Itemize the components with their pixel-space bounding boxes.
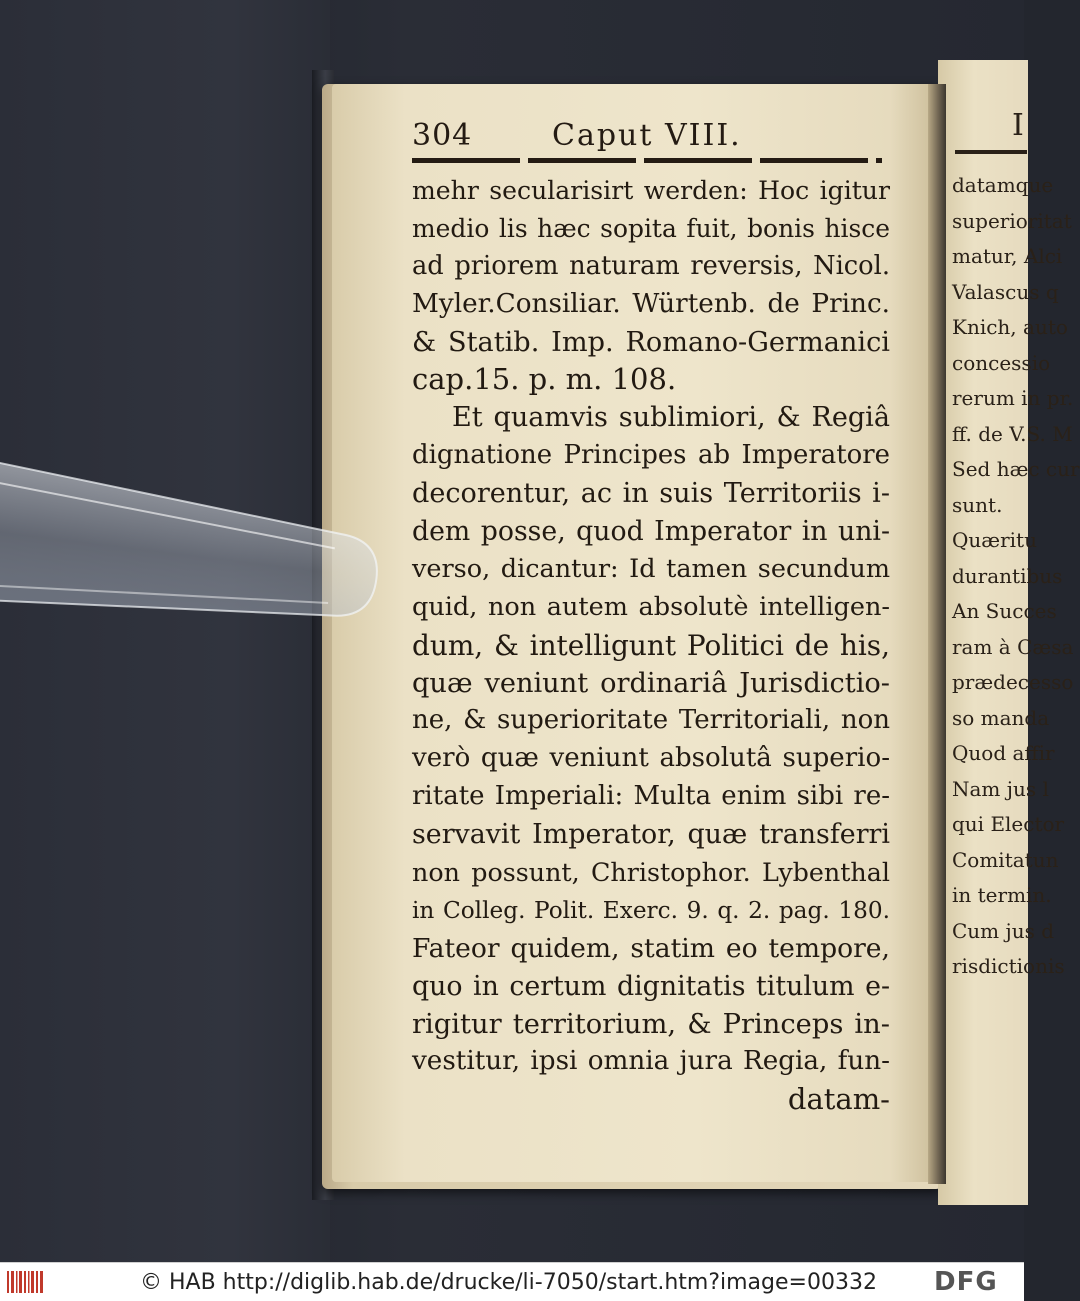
text-line: ritate Imperiali: Multa enim sibi re- [412, 781, 890, 812]
facing-text-line: matur, Alci [952, 244, 1063, 268]
text-line: Et quamvis sublimiori, & Regiâ [452, 402, 890, 434]
text-line: & Statib. Imp. Romano-Germanici [412, 326, 890, 358]
facing-text-line: Sed hæc cur [952, 457, 1080, 481]
facing-text-line: qui Elector [952, 812, 1065, 836]
text-line: dignatione Principes ab Imperatore [412, 440, 890, 471]
facing-text-line: Quod affir [952, 741, 1055, 765]
text-line: verso, dicantur: Id tamen secundum [412, 553, 890, 584]
text-line: datam- [787, 1082, 890, 1117]
facing-text-line: so manda [952, 705, 1050, 730]
facing-text-line: Valascus q [952, 279, 1059, 304]
facing-text-line: ff. de V.S. M [952, 421, 1073, 446]
text-line: ne, & superioritate Territoriali, non [412, 705, 890, 736]
text-line: mehr secularisirt werden: Hoc igitur [412, 176, 890, 205]
facing-text-line: in termin. [952, 883, 1052, 907]
facing-text-line: prædecesso [952, 670, 1074, 694]
facing-text-line: concessio [952, 350, 1051, 375]
facing-text-line: Nam jus l [952, 776, 1049, 801]
facing-text-line: Cum jus d [952, 918, 1055, 943]
book-gutter [928, 84, 946, 1184]
dfg-logo: DFG [934, 1267, 998, 1297]
facing-text-line: durantibus [952, 563, 1063, 588]
header-rule [412, 158, 882, 163]
text-line: Fateor quidem, statim eo tempore, [412, 932, 890, 964]
facing-text-line: Comitatun [952, 847, 1059, 872]
text-line: vestitur, ipsi omnia jura Regia, fun- [412, 1046, 890, 1077]
page-body-text [412, 172, 890, 1119]
text-line: cap.15. p. m. 108. [412, 362, 677, 397]
text-line: servavit Imperator, quæ transferri [412, 819, 890, 851]
text-line: Myler.Consiliar. Würtenb. de Princ. [412, 288, 890, 319]
text-line: in Colleg. Polit. Exerc. 9. q. 2. pag. 180. [412, 896, 890, 924]
text-line: quo in certum dignitatis titulum e- [412, 970, 890, 1002]
text-line: rigitur territorium, & Princeps in- [412, 1008, 890, 1040]
text-line: non possunt, Christophor. Lybenthal [412, 857, 890, 888]
facing-page-text [952, 168, 1080, 985]
facing-text-line: risdictionis [952, 954, 1065, 978]
facing-text-line: datamque [952, 173, 1054, 197]
hab-barcode-logo-icon [6, 1269, 46, 1295]
text-line: dum, & intelligunt Politici de his, [412, 628, 890, 662]
facing-text-line: ram à Cæsa [952, 634, 1074, 659]
footer-url-text: © HAB http://diglib.hab.de/drucke/li-7050/start.htm?image=00332 [140, 1270, 877, 1295]
text-line: medio lis hæc sopita fuit, bonis hisce [412, 213, 890, 243]
facing-text-line: Quæritu [952, 528, 1037, 552]
page-number: 304 [412, 118, 473, 153]
facing-text-line: An Succes [952, 599, 1057, 623]
text-line: verò quæ veniunt absolutâ superio- [412, 743, 890, 774]
text-line: decorentur, ac in suis Territoriis i- [412, 478, 890, 510]
facing-text-line: rerum in pr. [952, 386, 1074, 410]
footer-bar [0, 1262, 1024, 1301]
text-line: quæ veniunt ordinariâ Jurisdictio- [412, 667, 890, 699]
text-line: ad priorem naturam reversis, Nicol. [412, 250, 890, 281]
facing-page-rule [955, 150, 1027, 154]
text-line: quid, non autem absolutè intelligen- [412, 591, 890, 622]
text-line: dem posse, quod Imperator in uni- [412, 516, 890, 548]
facing-page-head: I [1012, 108, 1024, 143]
facing-text-line: superioritat [952, 208, 1072, 233]
running-head: Caput VIII. [552, 118, 742, 153]
facing-text-line: sunt. [952, 492, 1003, 517]
page-header [412, 112, 892, 160]
facing-text-line: Knich, auto [952, 315, 1068, 339]
